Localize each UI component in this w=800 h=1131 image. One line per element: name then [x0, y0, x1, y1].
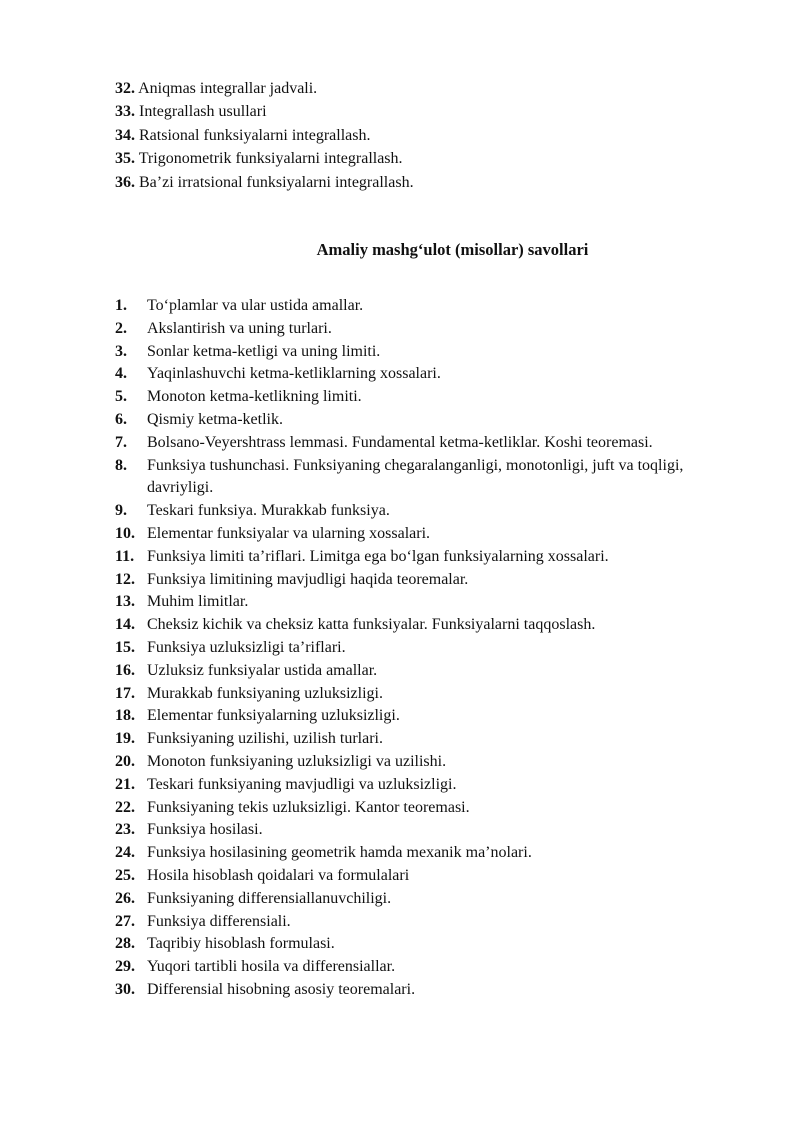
item-number: 6. [115, 410, 127, 428]
item-number: 12. [115, 570, 135, 588]
item-text: Murakkab funksiyaning uzluksizligi. [147, 684, 383, 702]
list-item [115, 147, 755, 170]
item-text: Aniqmas integrallar jadvali. [138, 80, 318, 97]
item-text: Yuqori tartibli hosila va differensiallar. [147, 958, 396, 976]
item-text: Uzluksiz funksiyalar ustida amallar. [147, 661, 378, 679]
list-item [115, 728, 735, 751]
list-item [115, 865, 735, 888]
item-number: 25. [115, 866, 135, 884]
list-item [115, 842, 735, 865]
list-item [115, 979, 735, 1002]
item-number: 9. [115, 502, 127, 520]
item-number: 13. [115, 593, 135, 611]
item-number: 20. [115, 752, 135, 770]
item-number: 8. [115, 456, 127, 474]
list-item [115, 124, 755, 147]
item-text: Integrallash usullari [139, 103, 267, 121]
list-item [115, 888, 735, 911]
list-item [115, 386, 735, 409]
item-text: Elementar funksiyalarning uzluksizligi. [147, 707, 400, 725]
item-text: Funksiya hosilasi. [147, 821, 263, 839]
item-number: 2. [115, 319, 127, 337]
item-text: Teskari funksiyaning mavjudligi va uzluksizligi. [147, 775, 457, 793]
list-item [115, 500, 735, 523]
list-item [115, 295, 735, 318]
list-item [115, 455, 735, 501]
item-text: Sonlar ketma-ketligi va uning limiti. [147, 342, 381, 360]
list-item [115, 569, 735, 592]
item-text: Muhim limitlar. [147, 593, 249, 611]
item-text: Funksiya uzluksizligi ta’riflari. [147, 638, 346, 656]
item-number: 35. [115, 150, 135, 168]
item-text: Elementar funksiyalar va ularning xossalari. [147, 524, 431, 542]
section-heading: Amaliy mashg‘ulot (misollar) savollari [316, 240, 589, 259]
item-number: 26. [115, 889, 135, 907]
item-number: 28. [115, 935, 135, 953]
item-text: Yaqinlashuvchi ketma-ketliklarning xossalari. [147, 365, 441, 383]
list-item [115, 341, 735, 364]
item-text: Akslantirish va uning turlari. [147, 319, 332, 337]
item-text: Funksiyaning uzilishi, uzilish turlari. [147, 730, 383, 748]
item-text: To‘plamlar va ular ustida amallar. [147, 297, 364, 314]
list-item [115, 591, 735, 614]
item-number: 21. [115, 775, 135, 793]
item-text: Qismiy ketma-ketlik. [147, 410, 283, 428]
item-text: Funksiyaning tekis uzluksizligi. Kantor teoremasi. [147, 798, 470, 816]
list-item [115, 751, 735, 774]
list-item [115, 819, 735, 842]
practical-questions-list [115, 295, 735, 1002]
list-item [115, 171, 755, 194]
item-number: 16. [115, 661, 135, 679]
item-number: 29. [115, 958, 135, 976]
list-item [115, 523, 735, 546]
item-number: 3. [115, 342, 127, 360]
item-number: 36. [115, 173, 135, 191]
item-number: 23. [115, 821, 135, 839]
list-item [115, 363, 735, 386]
list-item [115, 705, 735, 728]
item-text: Cheksiz kichik va cheksiz katta funksiyalar. Funksiyalarni taqqoslash. [147, 616, 596, 634]
list-item [115, 933, 735, 956]
item-number: 33. [115, 103, 135, 121]
item-text: Ratsional funksiyalarni integrallash. [139, 126, 371, 144]
list-item [115, 432, 735, 455]
item-number: 22. [115, 798, 135, 816]
item-text: Bolsano-Veyershtrass lemmasi. Fundamental ketma-ketliklar. Koshi teoremasi. [147, 433, 653, 451]
item-number: 11. [115, 547, 135, 565]
list-item [115, 911, 735, 934]
item-number: 17. [115, 684, 135, 702]
item-text: Funksiya differensiali. [147, 912, 291, 930]
item-number: 14. [115, 616, 135, 634]
item-number: 4. [115, 365, 127, 383]
list-item [115, 683, 735, 706]
item-text: Taqribiy hisoblash formulasi. [147, 935, 335, 953]
theory-topics-list [115, 77, 755, 194]
item-number: 34. [115, 126, 135, 144]
list-item [115, 797, 735, 820]
item-number: 18. [115, 707, 135, 725]
list-item [115, 77, 755, 100]
list-item [115, 956, 735, 979]
item-text: Differensial hisobning asosiy teoremalari. [147, 980, 416, 998]
item-text: Funksiya limiti ta’riflari. Limitga ega bo‘lgan funksiyalarning xossalari. [147, 547, 609, 565]
list-item [115, 614, 735, 637]
item-text: Funksiya hosilasining geometrik hamda mexanik ma’nolari. [147, 844, 532, 862]
item-number: 24. [115, 844, 135, 862]
item-number: 15. [115, 638, 135, 656]
item-number: 1. [115, 297, 127, 314]
list-item [115, 318, 735, 341]
item-number: 5. [115, 388, 127, 406]
list-item [115, 546, 735, 569]
list-item [115, 660, 735, 683]
item-number: 32. [115, 80, 135, 97]
item-text: Funksiya tushunchasi. Funksiyaning chegaralanganligi, monotonligi, juft va toqligi, davriyligi. [147, 456, 684, 497]
item-text: Funksiyaning differensiallanuvchiligi. [147, 889, 392, 907]
item-text: Funksiya limitining mavjudligi haqida teoremalar. [147, 570, 469, 588]
item-number: 19. [115, 730, 135, 748]
list-item [115, 637, 735, 660]
item-text: Monoton ketma-ketlikning limiti. [147, 388, 362, 406]
item-text: Ba’zi irratsional funksiyalarni integrallash. [139, 173, 414, 191]
item-number: 27. [115, 912, 135, 930]
list-item [115, 100, 755, 123]
item-text: Trigonometrik funksiyalarni integrallash. [138, 150, 403, 168]
item-number: 30. [115, 980, 135, 998]
item-text: Monoton funksiyaning uzluksizligi va uzilishi. [147, 752, 447, 770]
list-item [115, 409, 735, 432]
item-text: Hosila hisoblash qoidalari va formulalari [147, 866, 410, 884]
list-item [115, 774, 735, 797]
item-number: 7. [115, 433, 127, 451]
item-text: Teskari funksiya. Murakkab funksiya. [147, 502, 390, 520]
item-number: 10. [115, 524, 135, 542]
